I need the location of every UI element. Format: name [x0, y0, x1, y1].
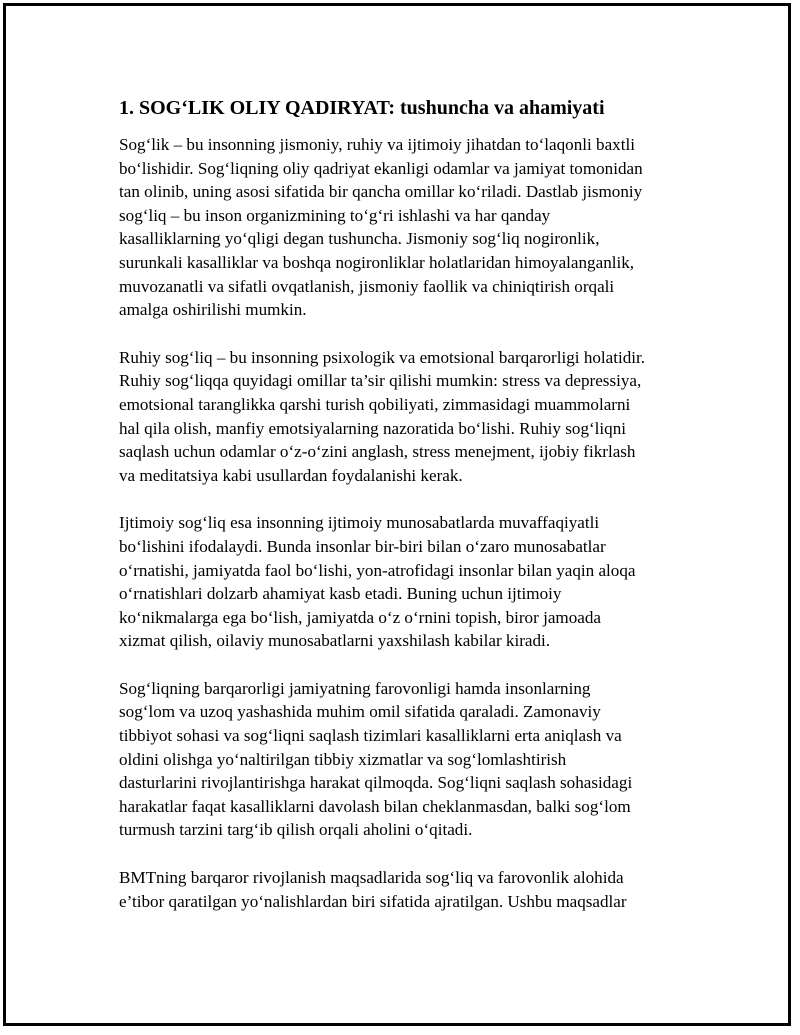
- text-line: harakatlar faqat kasalliklarni davolash bilan cheklanmasdan, balki sog‘lom: [119, 796, 631, 816]
- text-line: o‘rnatishlari dolzarb ahamiyat kasb etadi. Buning uchun ijtimoiy: [119, 584, 562, 604]
- text-line: muvozanatli va sifatli ovqatlanish, jismoniy faollik va chiniqtirish orqali: [119, 276, 615, 296]
- text-line: e’tibor qaratilgan yo‘nalishlardan biri sifatida ajratilgan. Ushbu maqsadlar: [119, 891, 627, 911]
- text-line: dasturlarini rivojlantirishga harakat qilmoqda. Sog‘liqni saqlash sohasidagi: [119, 773, 633, 793]
- text-line: va meditatsiya kabi usullardan foydalanishi kerak.: [119, 465, 463, 485]
- paragraph-social-health: [119, 511, 699, 653]
- paragraph-health-stability: [119, 677, 699, 842]
- text-line: tan olinib, uning asosi sifatida bir qancha omillar ko‘riladi. Dastlab jismoniy: [119, 182, 643, 202]
- text-line: hal qila olish, manfiy emotsiyalarning nazoratida bo‘lishi. Ruhiy sog‘liqni: [119, 418, 627, 438]
- text-line: BMTning barqaror rivojlanish maqsadlarida sog‘liq va farovonlik alohida: [119, 868, 624, 888]
- section-heading: 1. SOG‘LIK OLIY QADIRYAT: tushuncha va ahamiyati: [119, 97, 605, 119]
- text-line: turmush tarzini targ‘ib qilish orqali aholini o‘qitadi.: [119, 820, 473, 840]
- text-line: Ruhiy sog‘liqqa quyidagi omillar ta’sir qilishi mumkin: stress va depressiya,: [119, 371, 642, 391]
- text-line: Sog‘lik – bu insonning jismoniy, ruhiy va ijtimoiy jihatdan to‘laqonli baxtli: [119, 135, 635, 154]
- text-line: surunkali kasalliklar va boshqa nogironliklar holatlaridan himoyalanganlik,: [119, 252, 635, 272]
- paragraph-physical-health: [119, 133, 699, 322]
- text-line: ko‘nikmalarga ega bo‘lish, jamiyatda o‘z o‘rnini topish, biror jamoada: [119, 607, 601, 627]
- document-body: [119, 96, 699, 937]
- text-line: sog‘lom va uzoq yashashida muhim omil sifatida qaraladi. Zamonaviy: [119, 702, 601, 722]
- text-line: Ijtimoiy sog‘liq esa insonning ijtimoiy munosabatlarda muvaffaqiyatli: [119, 513, 600, 533]
- text-line: o‘rnatishi, jamiyatda faol bo‘lishi, yon-atrofidagi insonlar bilan yaqin aloqa: [119, 560, 636, 580]
- text-line: tibbiyot sohasi va sog‘liqni saqlash tizimlari kasalliklarni erta aniqlash va: [119, 726, 622, 746]
- text-line: xizmat qilish, oilaviy munosabatlarni yaxshilash kabilar kiradi.: [119, 631, 551, 651]
- paragraph-un-goals: [119, 866, 699, 913]
- text-line: emotsional taranglikka qarshi turish qobiliyati, zimmasidagi muammolarni: [119, 394, 631, 414]
- text-line: amalga oshirilishi mumkin.: [119, 300, 307, 320]
- text-line: bo‘lishini ifodalaydi. Bunda insonlar bir-biri bilan o‘zaro munosabatlar: [119, 536, 606, 556]
- text-line: Ruhiy sog‘liq – bu insonning psixologik va emotsional barqarorligi holatidir.: [119, 347, 646, 367]
- paragraph-mental-health: [119, 346, 699, 488]
- text-line: saqlash uchun odamlar o‘z-o‘zini anglash, stress menejment, ijobiy fikrlash: [119, 442, 636, 462]
- text-line: oldini olishga yo‘naltirilgan tibbiy xizmatlar va sog‘lomlashtirish: [119, 749, 567, 769]
- text-line: bo‘lishidir. Sog‘liqning oliy qadriyat ekanligi odamlar va jamiyat tomonidan: [119, 158, 643, 178]
- text-line: kasalliklarning yo‘qligi degan tushuncha. Jismoniy sog‘liq nogironlik,: [119, 229, 600, 249]
- text-line: Sog‘liqning barqarorligi jamiyatning farovonligi hamda insonlarning: [119, 678, 591, 698]
- text-line: sog‘liq – bu inson organizmining to‘g‘ri ishlashi va har qanday: [119, 205, 551, 225]
